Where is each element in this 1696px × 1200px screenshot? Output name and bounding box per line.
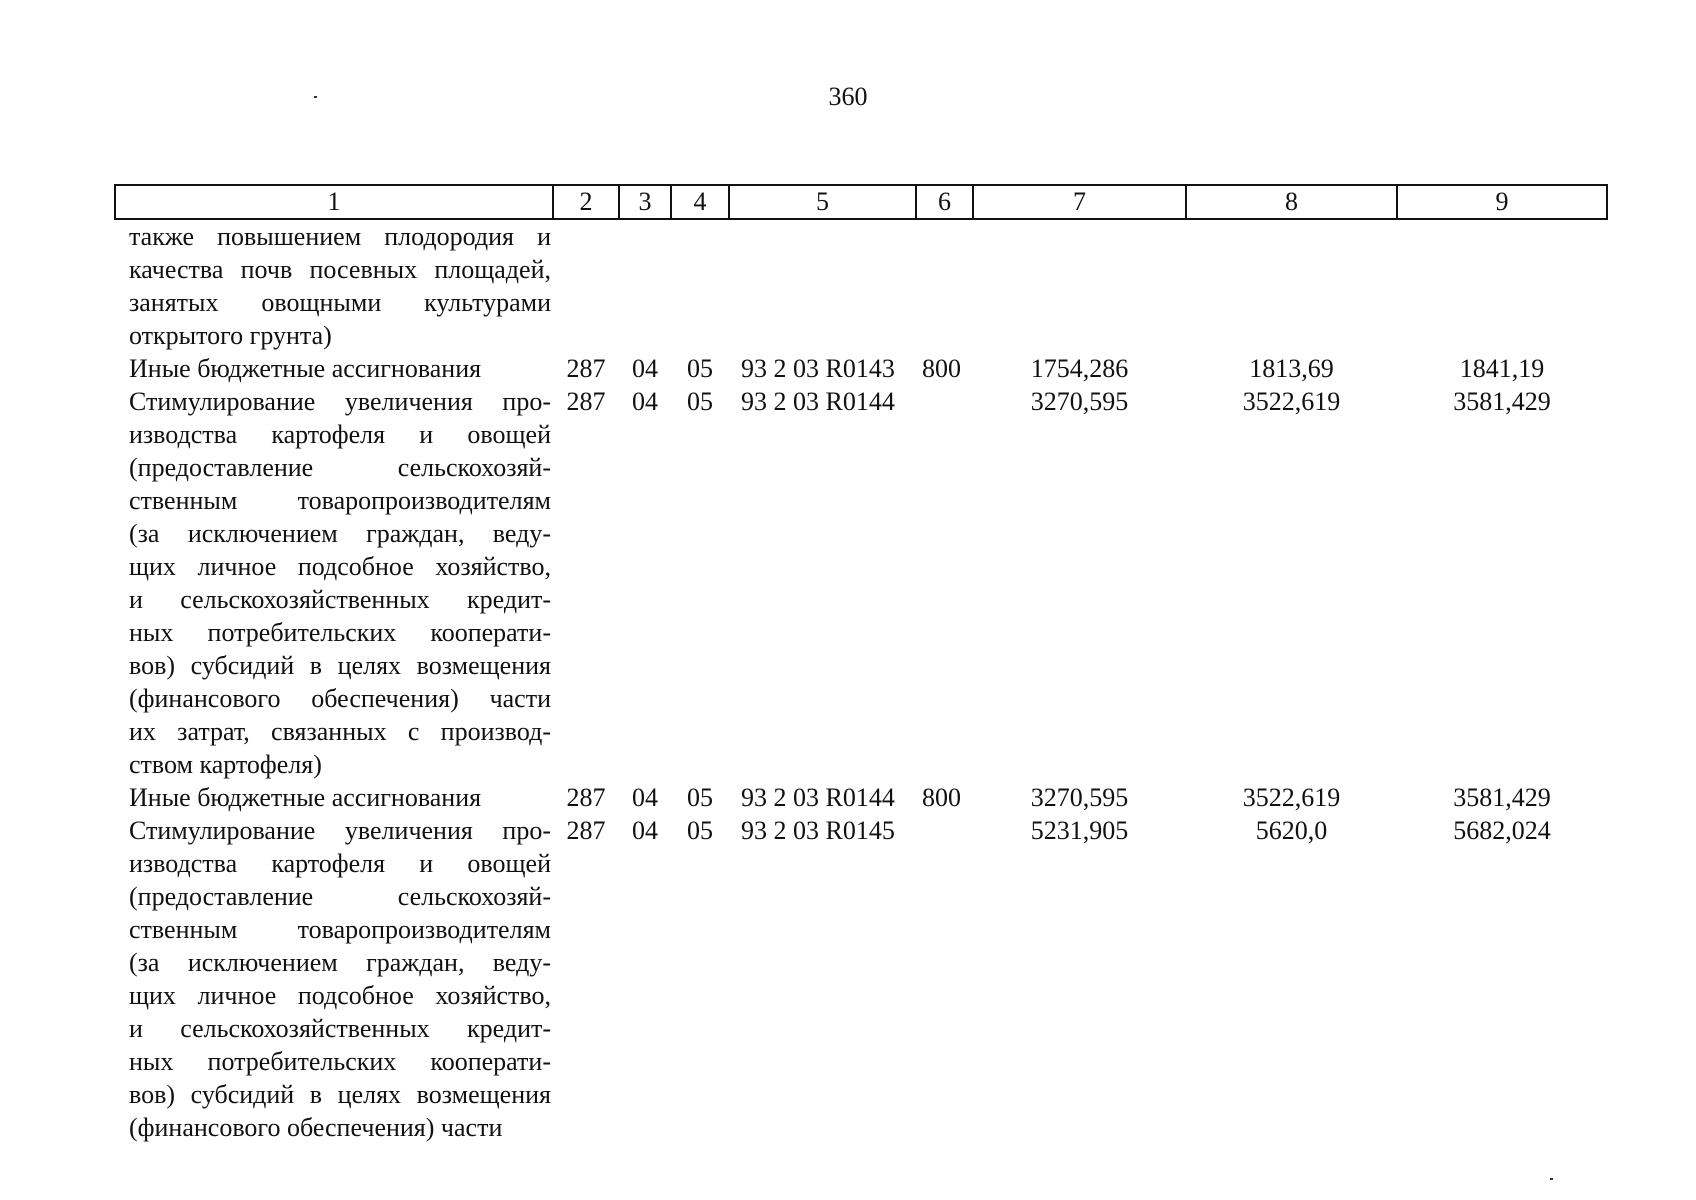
table-row xyxy=(115,352,1607,385)
amount-col-8: 3522,619 xyxy=(1242,783,1341,812)
description-line: Иные бюджетные ассигнования xyxy=(129,354,482,383)
description-line: (предоставление сельскохозяй- xyxy=(129,882,551,911)
description-line: и сельскохозяйственных кредит- xyxy=(129,1014,551,1043)
description-line: ством картофеля) xyxy=(129,750,322,779)
amount-col-8: 5620,0 xyxy=(1255,816,1328,845)
amount-col-7: 5231,905 xyxy=(1030,816,1129,845)
chapter-code: 287 xyxy=(566,354,606,383)
description-line: щих личное подсобное хозяйство, xyxy=(129,552,551,581)
description-line: Стимулирование увеличения про- xyxy=(129,387,551,416)
amount-col-7: 1754,286 xyxy=(1030,354,1129,383)
subsection-code xyxy=(671,219,729,352)
expense-type-code xyxy=(916,385,973,781)
chapter-code: 287 xyxy=(566,816,606,845)
section-code: 04 xyxy=(632,816,658,845)
budget-table xyxy=(114,184,1608,1144)
column-header-7: 7 xyxy=(973,185,1186,219)
description-line: Стимулирование увеличения про- xyxy=(129,816,551,845)
target-article-code: 93 2 03 R0144 xyxy=(741,783,895,812)
column-header-6: 6 xyxy=(916,185,973,219)
column-header-3: 3 xyxy=(619,185,671,219)
description-line: ственным товаропроизводителям xyxy=(129,915,551,944)
table-row xyxy=(115,385,1607,781)
expense-type-code: 800 xyxy=(922,783,961,812)
row-description xyxy=(115,219,553,352)
description-line: их затрат, связанных с производ- xyxy=(129,717,551,746)
amount-col-9: 3581,429 xyxy=(1453,387,1551,416)
description-line: занятых овощными культурами xyxy=(129,288,551,317)
amount-col-9: 3581,429 xyxy=(1453,783,1551,812)
column-header-4: 4 xyxy=(671,185,729,219)
amount-col-7: 3270,595 xyxy=(1030,387,1129,416)
amount-col-8: 3522,619 xyxy=(1242,387,1341,416)
description-line: (финансового обеспечения) части xyxy=(129,1113,503,1142)
scan-speck xyxy=(314,96,317,98)
subsection-code: 05 xyxy=(687,783,713,812)
section-code xyxy=(619,219,671,352)
target-article-code: 93 2 03 R0143 xyxy=(741,354,895,383)
chapter-code xyxy=(553,219,619,352)
row-description xyxy=(115,781,553,814)
header-row xyxy=(115,185,1607,219)
row-description xyxy=(115,352,553,385)
chapter-code: 287 xyxy=(566,387,606,416)
amount-col-9: 5682,024 xyxy=(1453,816,1551,845)
amount-col-8 xyxy=(1186,219,1397,352)
subsection-code: 05 xyxy=(687,354,713,383)
description-line: ственным товаропроизводителям xyxy=(129,486,551,515)
description-line: (за исключением граждан, веду- xyxy=(129,948,551,977)
section-code: 04 xyxy=(632,783,658,812)
row-description xyxy=(115,814,553,1144)
amount-col-7 xyxy=(973,219,1186,352)
column-header-8: 8 xyxy=(1186,185,1397,219)
target-article-code xyxy=(729,219,916,352)
description-line: открытого грунта) xyxy=(129,321,332,350)
table-body xyxy=(115,219,1607,1144)
table-row xyxy=(115,814,1607,1144)
subsection-code: 05 xyxy=(687,816,713,845)
section-code: 04 xyxy=(632,354,658,383)
target-article-code: 93 2 03 R0144 xyxy=(741,387,895,416)
amount-col-7: 3270,595 xyxy=(1030,783,1129,812)
description-line: вов) субсидий в целях возмещения xyxy=(129,1080,551,1109)
description-line: также повышением плодородия и xyxy=(129,222,551,251)
description-line: вов) субсидий в целях возмещения xyxy=(129,651,551,680)
subsection-code: 05 xyxy=(687,387,713,416)
column-header-2: 2 xyxy=(553,185,619,219)
table-header xyxy=(115,185,1607,219)
row-description xyxy=(115,385,553,781)
description-line: изводства картофеля и овощей xyxy=(129,420,551,449)
amount-col-8: 1813,69 xyxy=(1249,354,1334,383)
column-header-5: 5 xyxy=(729,185,916,219)
description-line: Иные бюджетные ассигнования xyxy=(129,783,482,812)
description-line: ных потребительских кооперати- xyxy=(129,1047,551,1076)
description-line: качества почв посевных площадей, xyxy=(129,255,551,284)
expense-type-code: 800 xyxy=(922,354,961,383)
target-article-code: 93 2 03 R0145 xyxy=(741,816,895,845)
description-line: (предоставление сельскохозяй- xyxy=(129,453,551,482)
expense-type-code xyxy=(916,814,973,1144)
amount-col-9: 1841,19 xyxy=(1459,354,1545,383)
description-line: и сельскохозяйственных кредит- xyxy=(129,585,551,614)
description-line: ных потребительских кооперати- xyxy=(129,618,551,647)
description-line: щих личное подсобное хозяйство, xyxy=(129,981,551,1010)
description-line: (за исключением граждан, веду- xyxy=(129,519,551,548)
expense-type-code xyxy=(916,219,973,352)
description-line: изводства картофеля и овощей xyxy=(129,849,551,878)
amount-col-9 xyxy=(1397,219,1607,352)
table-row xyxy=(115,781,1607,814)
column-header-9: 9 xyxy=(1397,185,1607,219)
page-number: 360 xyxy=(828,82,868,111)
table-row xyxy=(115,219,1607,352)
scan-speck xyxy=(1550,1178,1553,1180)
chapter-code: 287 xyxy=(566,783,606,812)
description-line: (финансового обеспечения) части xyxy=(129,684,551,713)
section-code: 04 xyxy=(632,387,658,416)
column-header-1: 1 xyxy=(115,185,553,219)
